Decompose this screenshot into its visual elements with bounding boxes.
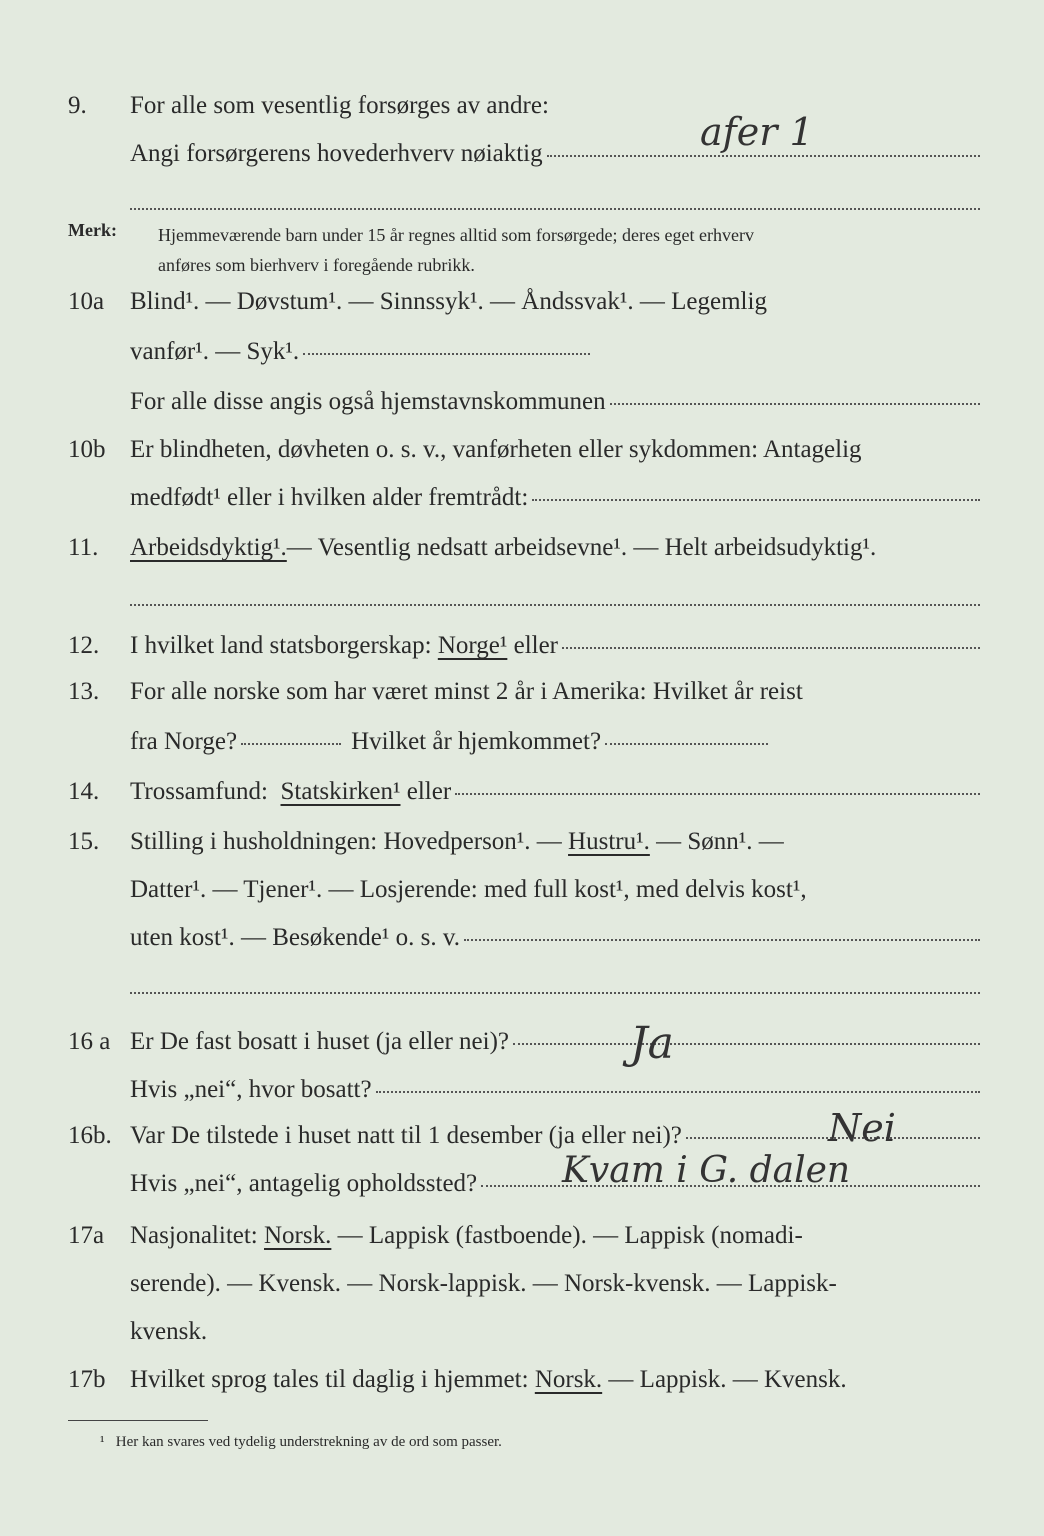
q16a-text1: Er De fast bosatt i huset (ja eller nei)? xyxy=(130,1028,510,1055)
q17b-rest: — Lappisk. — Kvensk. xyxy=(608,1366,847,1393)
q10a-line2 xyxy=(68,338,980,378)
q9-line2 xyxy=(68,140,980,180)
q15-text3: uten kost¹. — Besøkende¹ o. s. v. xyxy=(130,924,461,951)
footnote-mark: ¹ xyxy=(100,1434,105,1450)
q15-answer-line xyxy=(464,939,980,941)
q12-text: I hvilket land statsborgerskap: xyxy=(130,632,432,659)
q12-rest: eller xyxy=(513,632,559,659)
merk-label: Merk: xyxy=(68,220,117,240)
q10a-syk-line xyxy=(303,353,590,355)
q15-line2 xyxy=(68,876,980,916)
q10a-text3: For alle disse angis også hjemstavnskommunen xyxy=(130,388,606,415)
q17a-text2: serende). — Kvensk. — Norsk-lappisk. — Norsk-kvensk. — Lappisk- xyxy=(130,1270,837,1297)
q12-answer-line xyxy=(562,647,980,649)
q10a-number: 10a xyxy=(68,288,105,315)
q9-extra-line xyxy=(130,208,980,210)
q15-text2: Datter¹. — Tjener¹. — Losjerende: med full kost¹, med delvis kost¹, xyxy=(130,876,807,903)
q14-text: Trossamfund: xyxy=(130,778,268,805)
q15-line1 xyxy=(68,828,980,868)
q11-extra-line xyxy=(130,604,980,606)
q15-underlined: Hustru¹. xyxy=(568,828,650,855)
q11-number: 11. xyxy=(68,534,99,561)
q15-extra-line xyxy=(130,992,980,994)
q16b-text2: Hvis „nei“, antagelig opholdssted? xyxy=(130,1170,478,1197)
q13-line2 xyxy=(68,728,980,768)
q17a-text1b: — Lappisk (fastboende). — Lappisk (nomadi- xyxy=(337,1222,803,1249)
q11-line xyxy=(68,534,980,574)
q9-handwritten-answer: afer 1 xyxy=(700,110,814,154)
q13-text2a: fra Norge? xyxy=(130,728,238,755)
q13-reist-line xyxy=(241,743,341,745)
q17a-number: 17a xyxy=(68,1222,105,1249)
q10a-line3 xyxy=(68,388,980,428)
q13-number: 13. xyxy=(68,678,100,705)
q10a-line1 xyxy=(68,288,980,328)
q16a-answer-line xyxy=(513,1043,980,1045)
q10a-text2: vanfør¹. — Syk¹. xyxy=(130,338,300,365)
q15-number: 15. xyxy=(68,828,100,855)
q15-text1a: Stilling i husholdningen: Hovedperson¹. — xyxy=(130,828,562,855)
footnote xyxy=(100,1434,502,1451)
q16b-number: 16b. xyxy=(68,1122,112,1149)
q11-rest: — Vesentlig nedsatt arbeidsevne¹. — Helt arbeidsudyktig¹. xyxy=(286,534,877,561)
q12-underlined: Norge¹ xyxy=(437,632,508,659)
q16b-handwritten-answer1: Nei xyxy=(828,1106,896,1150)
q16b-handwritten-answer2: Kvam i G. dalen xyxy=(562,1150,851,1191)
q12-number: 12. xyxy=(68,632,100,659)
q13-hjemkommet-line xyxy=(605,743,768,745)
q16a-handwritten-answer: Ja xyxy=(630,1018,674,1069)
q16a-number: 16 a xyxy=(68,1028,111,1055)
q17b-text: Hvilket sprog tales til daglig i hjemmet: xyxy=(130,1366,529,1393)
q14-underlined: Statskirken¹ xyxy=(280,778,401,805)
q14-rest: eller xyxy=(406,778,452,805)
q14-line xyxy=(68,778,980,818)
footnote-text: Her kan svares ved tydelig understrekning av de ord som passer. xyxy=(115,1434,502,1450)
q13-text1: For alle norske som har været minst 2 år i Amerika: Hvilket år reist xyxy=(130,678,803,705)
q16a-text2: Hvis „nei“, hvor bosatt? xyxy=(130,1076,372,1103)
q9-answer-line xyxy=(547,155,980,157)
q14-answer-line xyxy=(455,793,980,795)
q17b-number: 17b xyxy=(68,1366,106,1393)
q9-text2: Angi forsørgerens hovederhverv nøiaktig xyxy=(130,140,543,167)
q10a-text1: Blind¹. — Døvstum¹. — Sinnssyk¹. — Åndssvak¹. — Legemlig xyxy=(130,288,767,315)
q9-number: 9. xyxy=(68,92,87,119)
q10b-number: 10b xyxy=(68,436,106,463)
q17a-line2 xyxy=(68,1270,980,1310)
q9-text1: For alle som vesentlig forsørges av andre: xyxy=(130,92,549,119)
q12-line xyxy=(68,632,980,672)
q15-line3 xyxy=(68,924,980,964)
q10b-answer-line xyxy=(532,499,980,501)
q16a-line1 xyxy=(68,1028,980,1068)
q17a-underlined: Norsk. xyxy=(264,1222,332,1249)
q17a-text1a: Nasjonalitet: xyxy=(130,1222,258,1249)
q17b-underlined: Norsk. xyxy=(534,1366,603,1393)
q17b-line xyxy=(68,1366,980,1406)
q15-text1b: — Sønn¹. — xyxy=(656,828,784,855)
q11-underlined: Arbeidsdyktig¹. xyxy=(130,534,287,561)
q13-line1 xyxy=(68,678,980,718)
q10b-text1: Er blindheten, døvheten o. s. v., vanførheten eller sykdommen: Antagelig xyxy=(130,436,862,463)
q10a-answer-line xyxy=(610,403,980,405)
merk-line1: Hjemmeværende barn under 15 år regnes alltid som forsørgede; deres eget erhverv xyxy=(158,225,754,245)
q16a-bosatt-line xyxy=(376,1091,980,1093)
q14-number: 14. xyxy=(68,778,100,805)
footnote-rule xyxy=(68,1420,208,1421)
q13-text2b: Hvilket år hjemkommet? xyxy=(351,728,602,755)
q17a-line1 xyxy=(68,1222,980,1262)
q9-line1 xyxy=(68,92,980,132)
q17a-line3 xyxy=(68,1318,980,1358)
q16b-text1: Var De tilstede i huset natt til 1 desember (ja eller nei)? xyxy=(130,1122,682,1149)
q10b-line1 xyxy=(68,436,980,476)
merk-line2: anføres som bierhverv i foregående rubrikk. xyxy=(158,255,475,275)
q10b-text2: medfødt¹ eller i hvilken alder fremtrådt: xyxy=(130,484,529,511)
q10b-line2 xyxy=(68,484,980,524)
q17a-text3: kvensk. xyxy=(130,1318,208,1345)
